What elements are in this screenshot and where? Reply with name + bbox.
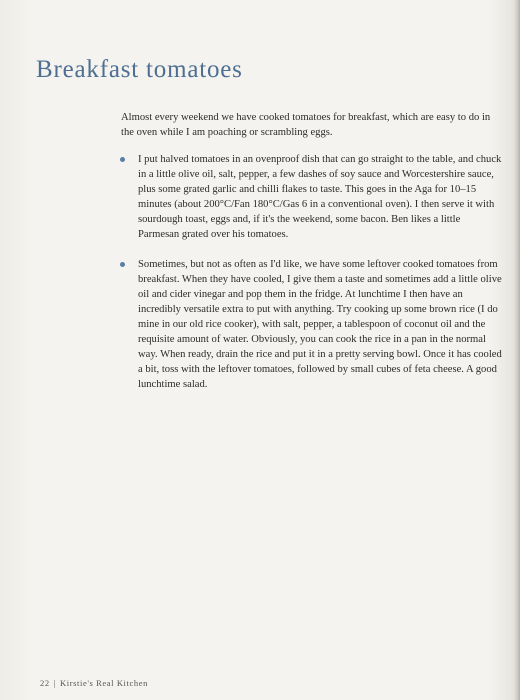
intro-paragraph: Almost every weekend we have cooked tomatoes for breakfast, which are easy to do in the oven while I am poaching or scrambling eggs.: [121, 112, 491, 138]
footer-separator: |: [53, 678, 57, 688]
page-number: 22: [40, 678, 50, 688]
list-item: [118, 152, 504, 242]
book-title: Kirstie's Real Kitchen: [60, 678, 148, 688]
bullet-icon: [120, 262, 125, 267]
page-footer: [40, 678, 148, 688]
page-title: Breakfast tomatoes: [36, 56, 243, 83]
bullet-icon: [120, 157, 125, 162]
bullet-text: Sometimes, but not as often as I'd like, we have some leftover cooked tomatoes from breakfast. When they have cooled, I give them a taste and sometimes add a little olive oil and cider vinegar and pop them in the fridge. At lunchtime I then have an incredibly versatile extra to put with anything. Try cooking up some brown rice (I do mine in our old rice cooker), with salt, pepper, a tablespoon of coconut oil and the requisite amount of water. Obviously, you can cook the rice in a pan in the normal way. When ready, drain the rice and put it in a pretty serving bowl. Once it has cooled a bit, toss with the leftover tomatoes, followed by small cubes of feta cheese. A good lunchtime salad.: [138, 259, 502, 390]
page-binding-shadow: [514, 0, 520, 700]
bullet-text: I put halved tomatoes in an ovenproof dish that can go straight to the table, and chuck in a little olive oil, salt, pepper, a few dashes of soy sauce and Worcestershire sauce, plus some grated garlic and chilli flakes to taste. This goes in the Aga for 10–15 minutes (about 200°C/Fan 180°C/Gas 6 in a conventional oven). I then serve it with sourdough toast, eggs and, if it's the weekend, some bacon. Ben likes a little Parmesan grated over his tomatoes.: [138, 154, 502, 240]
bullet-list: [118, 152, 504, 407]
list-item: [118, 257, 504, 392]
